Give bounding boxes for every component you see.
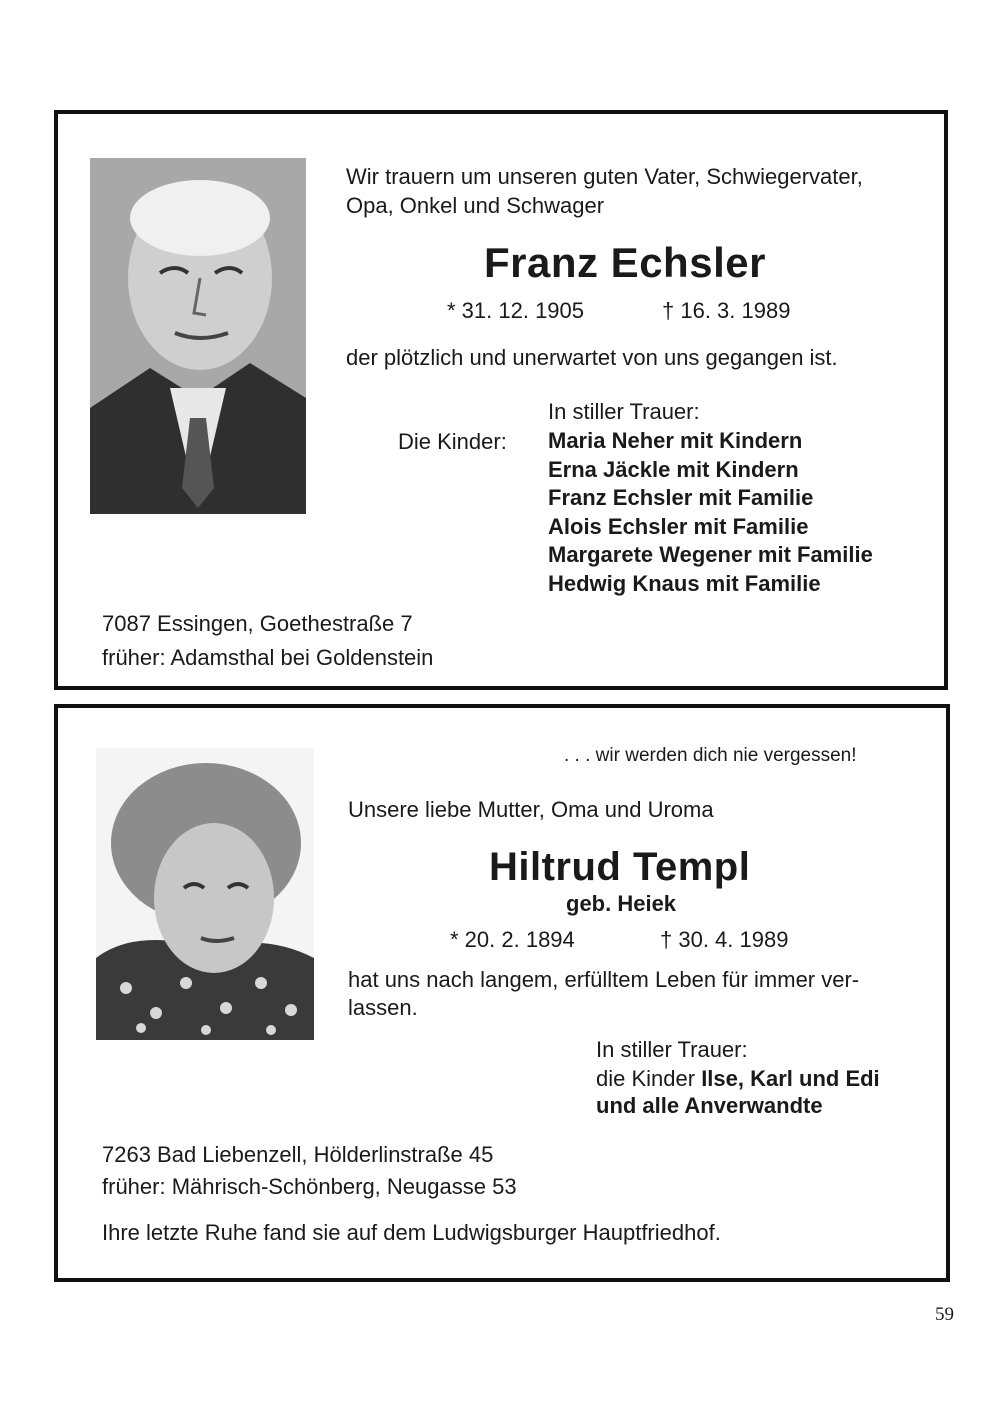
children-names: Ilse, Karl und Edi [701,1066,880,1091]
death-date: † 30. 4. 1989 [660,927,789,952]
deceased-name: Hiltrud Templ [489,845,751,889]
address-line-2: früher: Adamsthal bei Goldenstein [102,645,434,670]
resting-place: Ihre letzte Ruhe fand sie auf dem Ludwigsburger Hauptfriedhof. [102,1220,721,1245]
relatives-line: und alle Anverwandte [596,1093,823,1118]
children-line [596,1064,880,1093]
maiden-name: geb. Heiek [566,891,677,916]
death-date: † 16. 3. 1989 [662,298,791,323]
page-number: 59 [935,1304,954,1325]
birth-date: * 20. 2. 1894 [450,927,575,952]
list-item: Erna Jäckle mit Kindern [548,456,799,482]
address-line-1: 7263 Bad Liebenzell, Hölderlinstraße 45 [102,1142,494,1167]
address-line-1: 7087 Essingen, Goethestraße 7 [102,611,413,636]
list-item: Maria Neher mit Kindern [548,428,803,453]
intro-line-2: Opa, Onkel und Schwager [346,193,605,218]
mourning-label: In stiller Trauer: [548,399,700,424]
portrait-photo-man [90,158,306,514]
children-list [548,427,873,598]
intro-line-1: Wir trauern um unseren guten Vater, Schwiegervater, [346,164,863,189]
birth-date: * 31. 12. 1905 [447,298,585,323]
list-item: Franz Echsler mit Familie [548,485,814,510]
list-item: Alois Echsler mit Familie [548,513,809,539]
children-label: Die Kinder: [398,429,507,454]
passing-line-2: lassen. [348,995,418,1020]
address-line-2: früher: Mährisch-Schönberg, Neugasse 53 [102,1174,517,1199]
motto: . . . wir werden dich nie vergessen! [564,745,857,766]
children-prefix: die Kinder [596,1066,702,1091]
portrait-photo-woman [96,748,314,1040]
deceased-name: Franz Echsler [484,239,766,286]
passing-text: der plötzlich und unerwartet von uns gegangen ist. [346,345,838,370]
mourning-label: In stiller Trauer: [596,1037,748,1062]
intro-line: Unsere liebe Mutter, Oma und Uroma [348,797,714,822]
passing-line-1: hat uns nach langem, erfülltem Leben für immer ver- [348,967,860,992]
list-item: Hedwig Knaus mit Familie [548,570,821,596]
list-item: Margarete Wegener mit Familie [548,542,873,567]
